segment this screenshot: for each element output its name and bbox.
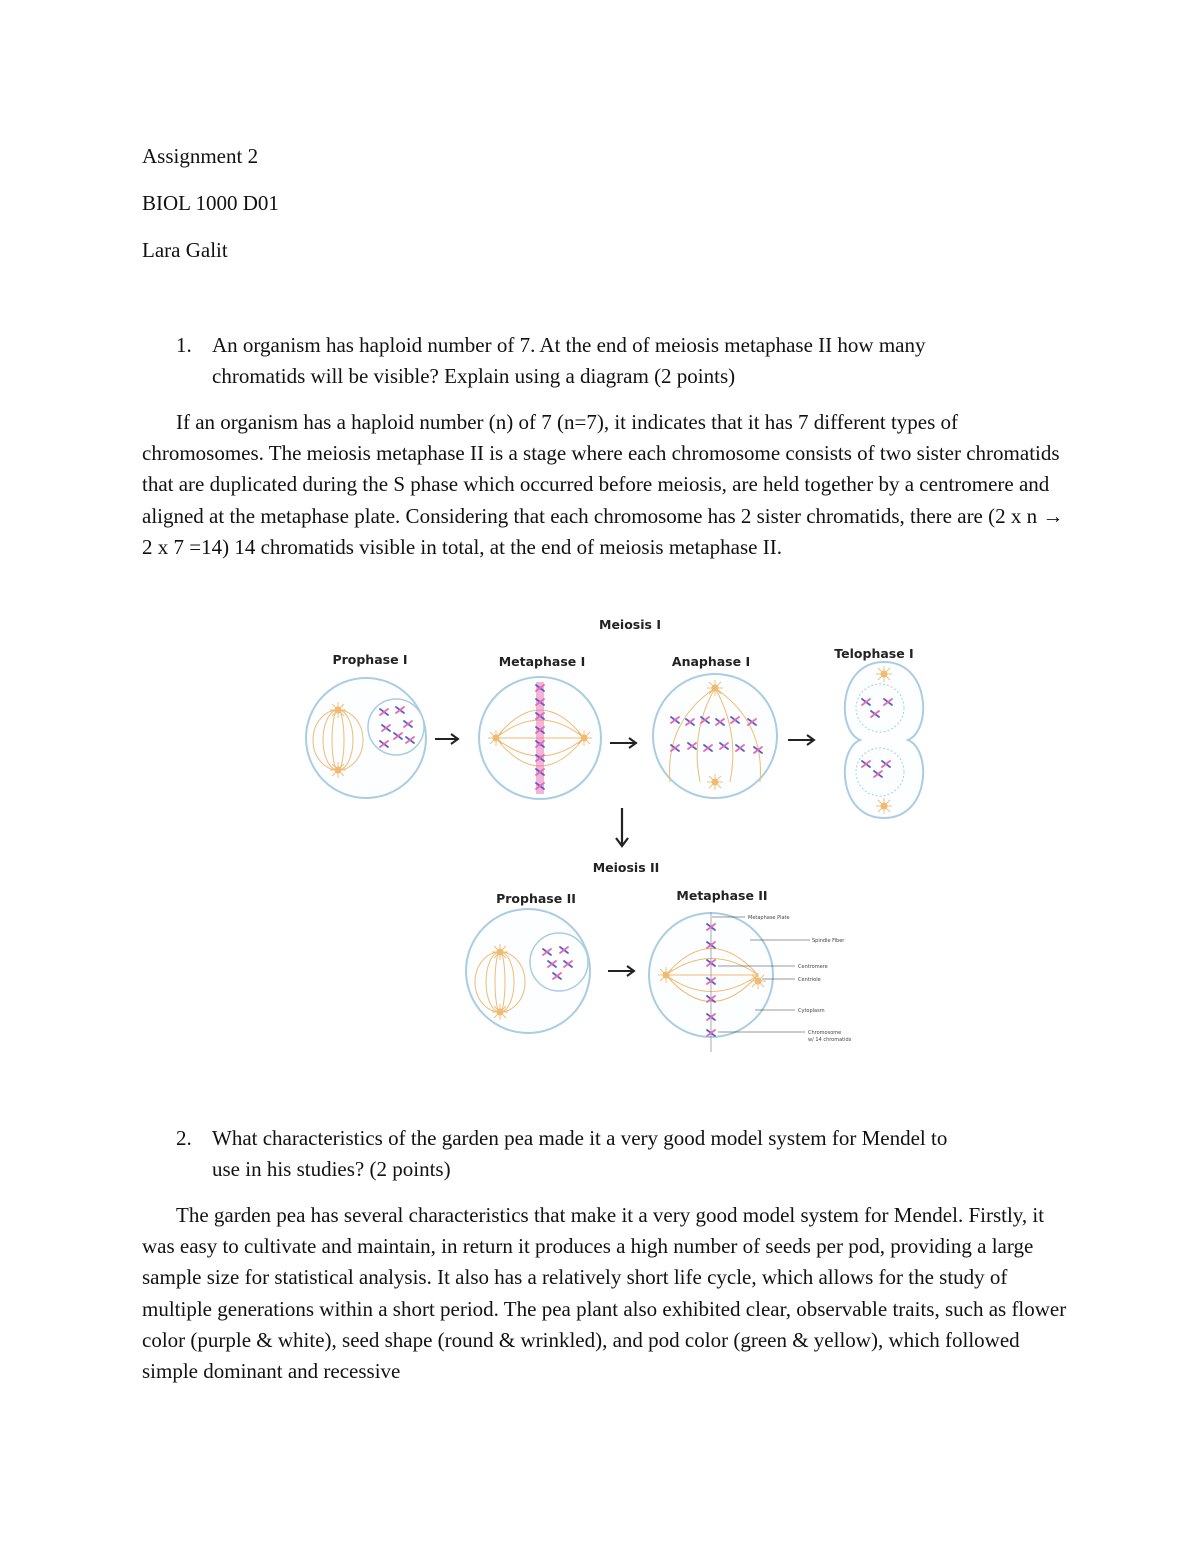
label-metaphase-1: Metaphase I — [498, 654, 586, 669]
callout-centromere: Centromere — [798, 964, 828, 970]
question-1-text — [212, 330, 1072, 392]
question-2-line-1: What characteristics of the garden pea made it a very good model system for Mendel to — [212, 1126, 948, 1150]
author-name: Lara Galit — [142, 238, 228, 262]
callout-centriole: Centriole — [798, 977, 821, 983]
cell-telophase-1 — [845, 662, 923, 818]
label-prophase-2: Prophase II — [496, 891, 576, 906]
cell-prophase-2 — [466, 909, 590, 1033]
meiosis-diagram — [300, 612, 940, 1062]
answer-2: The garden pea has several characteristics that make it a very good model system for Mendel. Firstly, it was easy to cultivate and maintain, in return it produces a high number of seeds per pod, providing a large sample size for statistical analysis. It also has a relatively short life cycle, which allows for the study of multiple generations within a short period. The pea plant also exhibited clear, observable traits, such as flower color (purple & white), seed shape (round & wrinkled), and pod color (green & yellow), which followed simple dominant and recessive — [142, 1203, 1067, 1384]
meiosis-2-title: Meiosis II — [592, 860, 660, 875]
callout-chromosome: Chromosome — [808, 1030, 842, 1036]
assignment-title: Assignment 2 — [142, 144, 259, 168]
meiosis-1-title: Meiosis I — [599, 617, 661, 632]
arrow-icon — [608, 966, 634, 976]
answer-1: If an organism has a haploid number (n) of 7 (n=7), it indicates that it has 7 different types of chromosomes. The meiosis metaphase II is a stage where each chromosome consists of two sister chromatids that are duplicated during the S phase which occurred before meiosis, are held together by a centromere and aligned at the metaphase plate. Considering that each chromosome has 2 sister chromatids, there are (2 x n → 2 x 7 =14) 14 chromatids visible in total, at the end of meiosis metaphase II. — [142, 410, 1064, 559]
question-2-number: 2. — [176, 1126, 192, 1150]
callout-spindle-fiber: Spindle Fiber — [812, 938, 845, 944]
cell-metaphase-1 — [479, 677, 601, 799]
label-metaphase-2: Metaphase II — [676, 888, 768, 903]
cell-prophase-1 — [306, 678, 426, 798]
label-prophase-1: Prophase I — [332, 652, 408, 667]
callout-metaphase-plate: Metaphase Plate — [748, 915, 790, 921]
arrow-icon — [788, 735, 814, 745]
down-arrow-icon — [616, 808, 628, 846]
course-code: BIOL 1000 D01 — [142, 191, 279, 215]
question-2-line-2: use in his studies? (2 points) — [212, 1157, 451, 1181]
cell-anaphase-1 — [653, 674, 777, 798]
arrow-icon — [435, 734, 458, 744]
label-telophase-1: Telophase I — [834, 646, 914, 661]
question-2-text — [212, 1123, 1072, 1185]
question-1-number: 1. — [176, 333, 192, 357]
arrow-icon — [610, 738, 636, 748]
cell-metaphase-2 — [649, 912, 773, 1052]
callout-cytoplasm: Cytoplasm — [798, 1008, 825, 1014]
question-1-line-1: An organism has haploid number of 7. At the end of meiosis metaphase II how many — [212, 333, 926, 357]
question-1-line-2: chromatids will be visible? Explain using a diagram (2 points) — [212, 364, 736, 388]
callout-chromatids: w/ 14 chromatids — [808, 1037, 852, 1043]
label-anaphase-1: Anaphase I — [671, 654, 751, 669]
